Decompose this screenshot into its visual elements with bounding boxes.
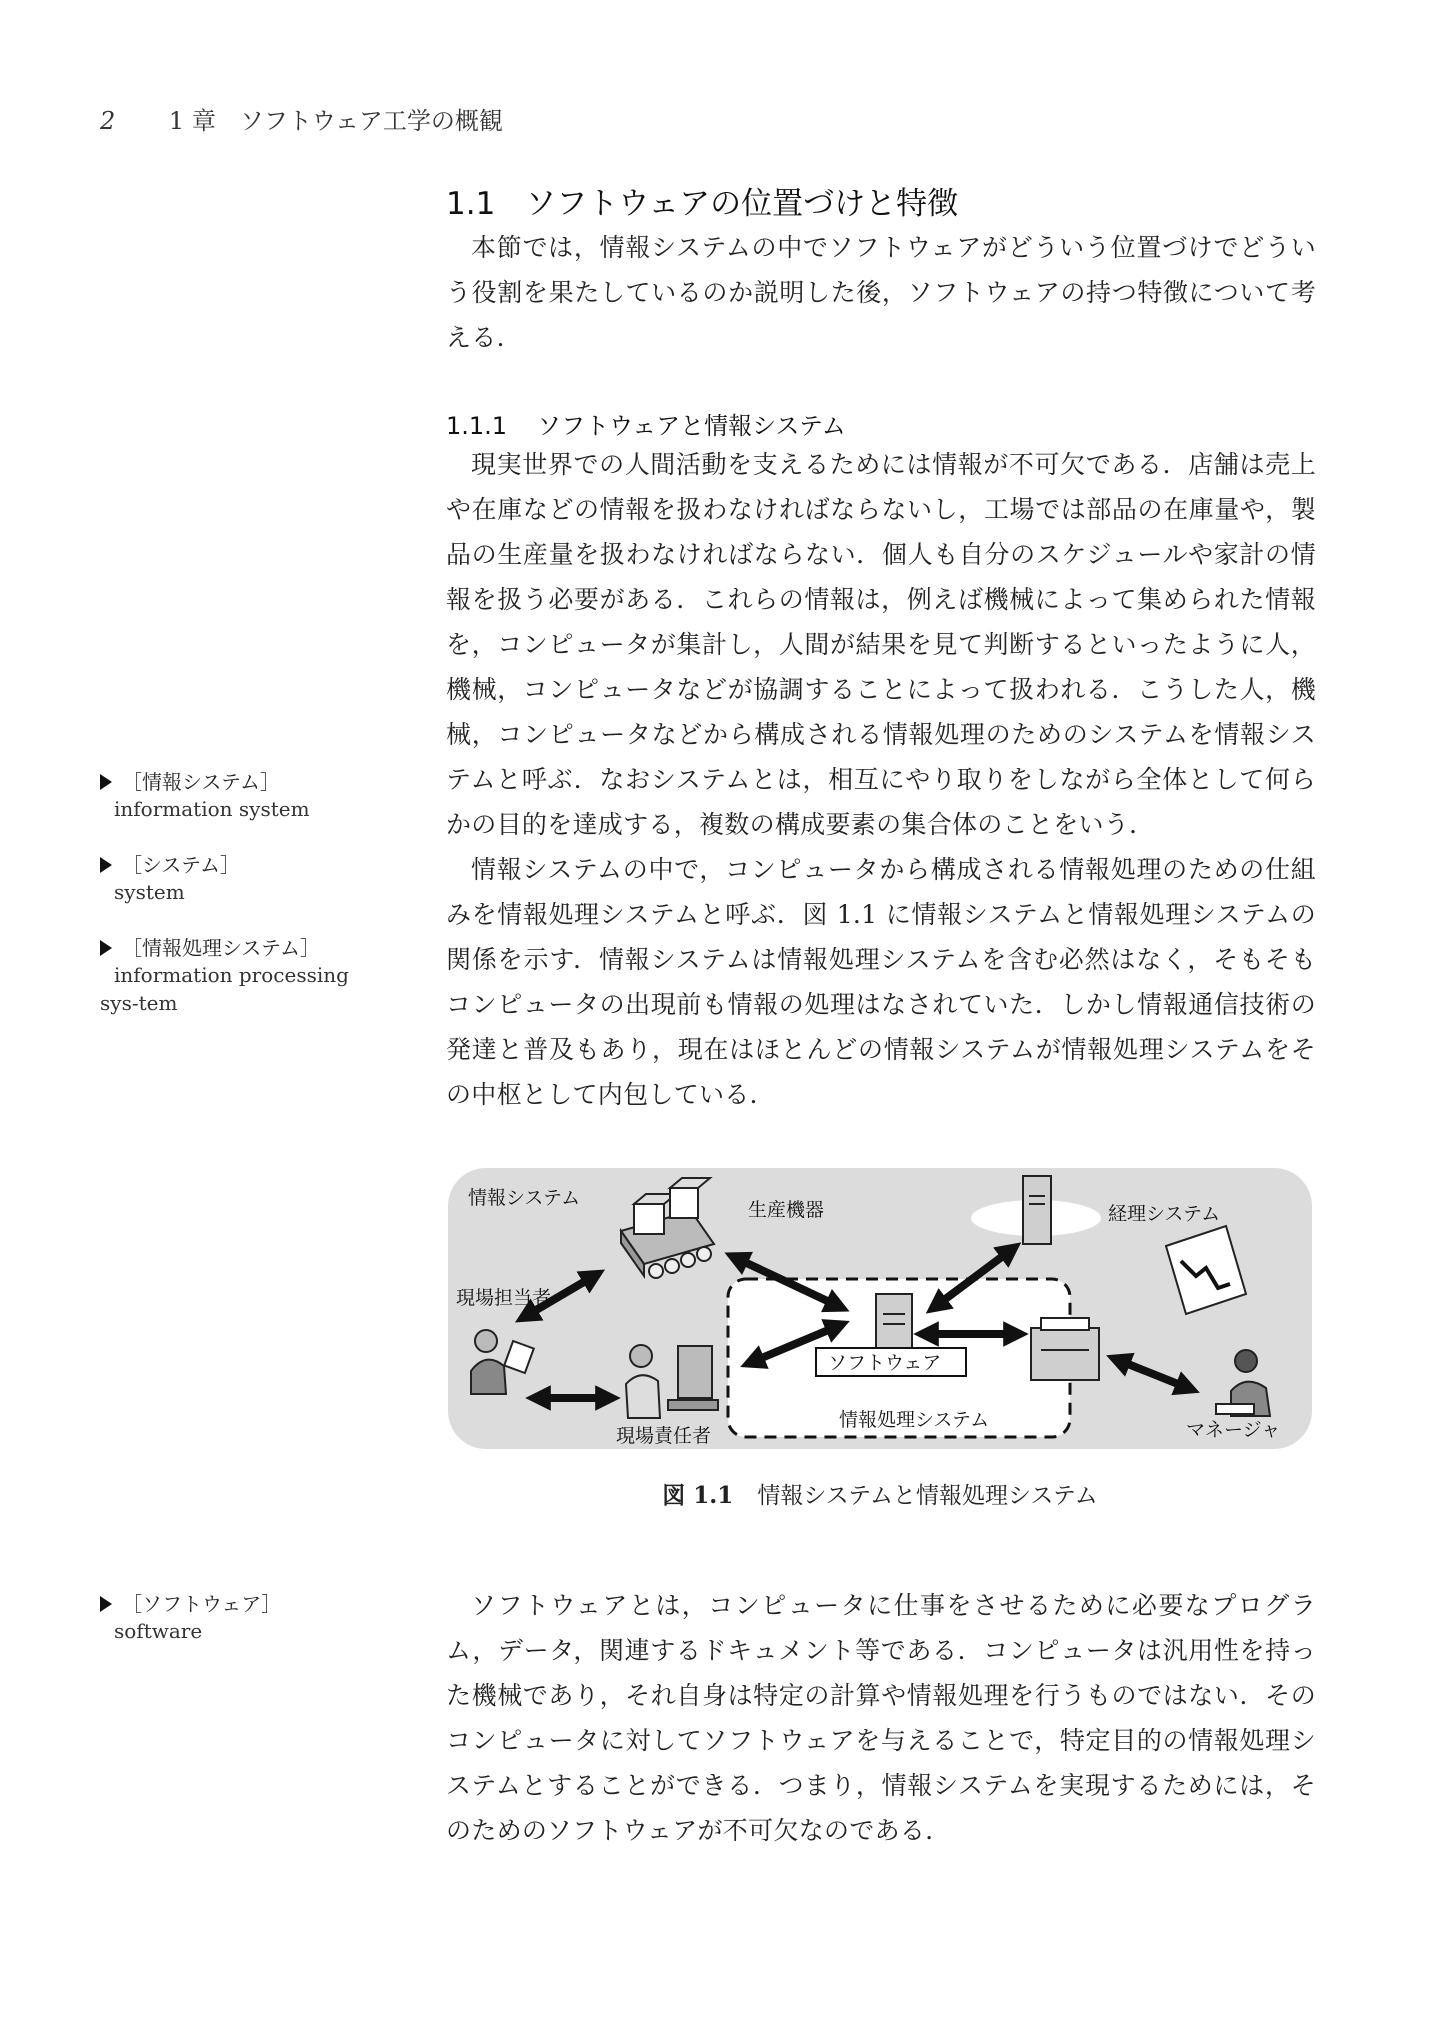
margin-note-english: software [114,1619,203,1643]
label-accounting-system: 経理システム [1108,1203,1221,1225]
label-production-machine: 生産機器 [748,1199,825,1221]
margin-note-term: ［情報システム］ [122,770,280,794]
paragraph-1: 現実世界での人間活動を支えるためには情報が不可欠である．店舗は売上や在庫などの情報を扱わなければならないし，工場では部品の在庫量や，製品の生産量を扱わなければならない．個人も自分のスケジュールや家計の情報を扱う必要がある．これらの情報は，例えば機械によって集められた情報を，コンピュータが集計し，人間が結果を見て判断するといったように人，機械，コンピュータなどが協調することによって扱われる．こうした人，機械，コンピュータなどから構成される情報処理のためのシステムを情報システムと呼ぶ．なおシステムとは，相互にやり取りをしながら全体として何らかの目的を達成する，複数の構成要素の集合体のことをいう． [446,450,1316,839]
margin-note [100,932,400,1017]
label-info-processing-system: 情報処理システム [839,1409,990,1431]
chapter-title: 1 章 ソフトウェア工学の概観 [168,107,503,135]
label-software: ソフトウェア [828,1352,942,1374]
section-heading [446,178,958,223]
label-field-manager: 現場責任者 [616,1425,712,1447]
paragraph-2: 情報システムの中で，コンピュータから構成される情報処理のための仕組みを情報処理システムと呼ぶ．図 1.1 に情報システムと情報処理システムの関係を示す．情報システムは情報処理システムを含む必然はなく，そもそもコンピュータの出現前も情報の処理はなされていた．しかし情報通信技術の発達と普及もあり，現在はほとんどの情報システムが情報処理システムをその中枢として内包している． [446,855,1316,1109]
label-info-system: 情報システム [468,1187,581,1209]
figure-label: 図 1.1 [662,1482,734,1509]
label-field-staff: 現場担当者 [456,1287,552,1309]
margin-note [100,1588,400,1645]
figure-diagram [446,1166,1314,1451]
subsection-title: ソフトウェアと情報システム [537,412,846,440]
figure-caption [446,1477,1314,1510]
label-manager: マネージャ [1186,1419,1281,1441]
body-block-1 [446,442,1316,1117]
margin-note-term: ［ソフトウェア］ [122,1592,282,1616]
margin-note-english-text: information processing sys-tem [100,963,349,1015]
margin-note-english: system [114,880,185,904]
paragraph-3: ソフトウェアとは，コンピュータに仕事をさせるために必要なプログラム，データ，関連するドキュメント等である．コンピュータは汎用性を持った機械であり，それ自身は特定の計算や情報処理を行うものではない．そのコンピュータに対してソフトウェアを与えることで，特定目的の情報処理システムとすることができる．つまり，情報システムを実現するためには，そのためのソフトウェアが不可欠なのである． [446,1591,1316,1845]
intro-paragraph: 本節では，情報システムの中でソフトウェアがどういう位置づけでどういう役割を果たしているのか説明した後，ソフトウェアの持つ特徴について考える． [446,233,1316,352]
section-title: ソフトウェアの位置づけと特徴 [525,186,959,222]
triangle-icon [100,940,112,956]
subsection-heading [446,406,846,441]
section-number: 1.1 [446,186,496,222]
margin-note [100,766,400,823]
margin-note [100,849,400,906]
margin-note-english: information system [114,797,310,821]
triangle-icon [100,857,112,873]
figure-caption-text: 情報システムと情報処理システム [757,1483,1098,1509]
intro-block [446,225,1316,360]
margin-note-term: ［情報処理システム］ [122,936,320,960]
triangle-icon [100,1596,112,1612]
figure-1-1 [446,1166,1314,1451]
running-head [100,101,503,136]
margin-notes-upper [100,766,400,1043]
page-number: 2 [100,107,116,135]
margin-note-english [100,961,390,1017]
printer-icon [1031,1318,1099,1380]
body-block-2 [446,1583,1316,1853]
triangle-icon [100,774,112,790]
margin-notes-lower [100,1588,400,1671]
margin-note-term: ［システム］ [122,853,240,877]
subsection-number: 1.1.1 [446,412,508,440]
